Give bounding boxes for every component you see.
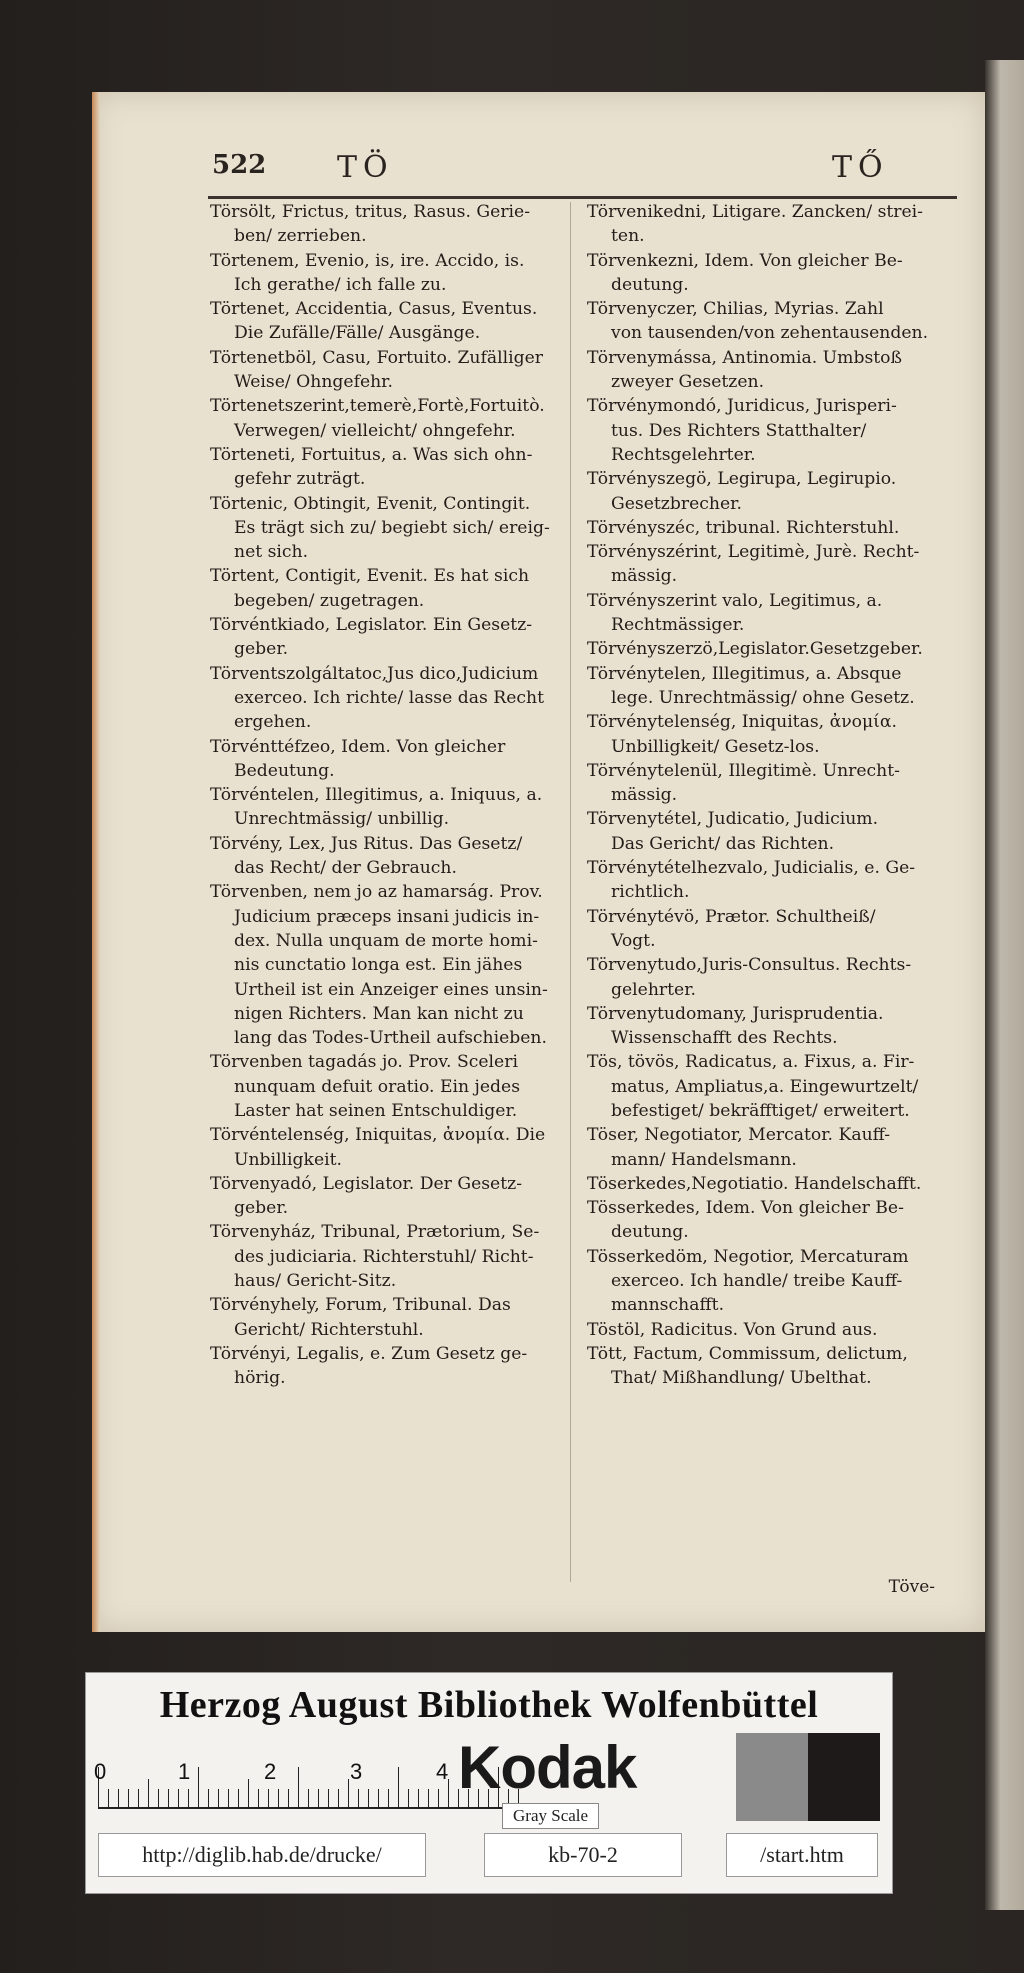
- dictionary-line: Das Gericht/ das Richten.: [611, 833, 835, 854]
- dictionary-line: Törvenytudomany, Jurisprudentia.: [587, 1003, 884, 1024]
- dictionary-line: ergehen.: [234, 712, 312, 733]
- dictionary-line: mässig.: [611, 785, 678, 806]
- dictionary-line: Törtenem, Evenio, is, ire. Accido, is.: [210, 250, 525, 271]
- dictionary-line: Törvéntelen, Illegitimus, a. Iniquus, a.: [210, 785, 543, 806]
- dictionary-line: Törtenetszerint,temerè,Fortè,Fortuitò.: [210, 396, 545, 417]
- dictionary-line: Törteneti, Fortuitus, a. Was sich ohn-: [210, 444, 533, 465]
- dictionary-line: Tösserkedes, Idem. Von gleicher Be-: [587, 1198, 904, 1219]
- kodak-logo: Kodak: [458, 1734, 637, 1801]
- dictionary-line: Gesetzbrecher.: [611, 493, 742, 514]
- dictionary-line: Törvéntkiado, Legislator. Ein Gesetz-: [210, 615, 533, 636]
- dictionary-line: tus. Des Richters Statthalter/: [611, 420, 867, 441]
- dictionary-line: Töstöl, Radicitus. Von Grund aus.: [587, 1319, 878, 1340]
- dictionary-line: Urtheil ist ein Anzeiger eines unsin-: [234, 979, 548, 1000]
- ruler-tick: [208, 1789, 209, 1807]
- gray-scale-label: Gray Scale: [502, 1803, 599, 1829]
- dictionary-line: geber.: [234, 1198, 289, 1219]
- dictionary-line: Bedeutung.: [234, 760, 335, 781]
- dictionary-line: Weise/ Ohngefehr.: [234, 372, 393, 393]
- dictionary-line: Törvény, Lex, Jus Ritus. Das Gesetz/: [210, 833, 523, 854]
- ruler-tick: [138, 1789, 139, 1807]
- dictionary-line: Törtenic, Obtingit, Evenit, Contingit.: [210, 493, 531, 514]
- ruler-tick: [348, 1779, 349, 1807]
- dictionary-line: Verwegen/ vielleicht/ ohngefehr.: [234, 420, 516, 441]
- dictionary-line: befestiget/ bekräfftiget/ erweitert.: [611, 1100, 910, 1121]
- dictionary-line: Es trägt sich zu/ begiebt sich/ ereig-: [234, 517, 550, 538]
- dictionary-line: Törsölt, Frictus, tritus, Rasus. Gerie-: [210, 202, 531, 222]
- ruler-tick: [378, 1789, 379, 1807]
- ruler-tick: [308, 1789, 309, 1807]
- ruler-tick: [268, 1789, 269, 1807]
- dictionary-line: Wissenschafft des Rechts.: [611, 1028, 838, 1049]
- dictionary-line: Törvenben, nem jo az hamarság. Prov.: [210, 882, 543, 903]
- dictionary-line: Törvénttéfzeo, Idem. Von gleicher: [210, 736, 506, 757]
- dictionary-line: Ich gerathe/ ich falle zu.: [234, 274, 447, 295]
- ruler-number: 2: [264, 1759, 277, 1784]
- dictionary-line: Unrechtmässig/ unbillig.: [234, 809, 450, 830]
- dictionary-line: begeben/ zugetragen.: [234, 590, 425, 611]
- dictionary-line: Törvénytelen, Illegitimus, a. Absque: [587, 663, 902, 684]
- dictionary-line: That/ Mißhandlung/ Ubelthat.: [611, 1368, 872, 1389]
- ruler-tick: [408, 1789, 409, 1807]
- dictionary-line: Rechtsgelehrter.: [611, 444, 756, 465]
- ruler-tick: [288, 1789, 289, 1807]
- dictionary-line: Törvenkezni, Idem. Von gleicher Be-: [587, 250, 903, 271]
- dictionary-line: Tött, Factum, Commissum, delictum,: [587, 1343, 908, 1364]
- dictionary-line: Törvényszegö, Legirupa, Legirupio.: [587, 469, 897, 490]
- ruler-tick: [428, 1789, 429, 1807]
- dictionary-line: nunquam defuit oratio. Ein jedes: [234, 1076, 521, 1097]
- dictionary-line: Vogt.: [611, 930, 656, 951]
- dictionary-line: Laster hat seinen Entschuldiger.: [234, 1100, 518, 1121]
- dictionary-line: Törvényi, Legalis, e. Zum Gesetz ge-: [210, 1343, 528, 1364]
- ruler-tick: [178, 1789, 179, 1807]
- dictionary-line: Rechtmässiger.: [611, 615, 745, 636]
- dictionary-line: ben/ zerrieben.: [234, 226, 367, 247]
- dictionary-line: zweyer Gesetzen.: [611, 372, 765, 393]
- dictionary-line: Törvenyház, Tribunal, Prætorium, Se-: [210, 1222, 540, 1243]
- ruler-tick: [118, 1789, 119, 1807]
- ruler-tick: [328, 1789, 329, 1807]
- ruler-tick: [228, 1789, 229, 1807]
- dictionary-line: Törtent, Contigit, Evenit. Es hat sich: [210, 566, 530, 587]
- ruler-tick: [398, 1767, 399, 1807]
- dictionary-line: matus, Ampliatus,a. Eingewurtzelt/: [611, 1076, 919, 1097]
- dictionary-line: Törtenet, Accidentia, Casus, Eventus.: [210, 299, 538, 320]
- dictionary-line: Törtenetböl, Casu, Fortuito. Zufälliger: [210, 347, 543, 368]
- ruler-number: 3: [350, 1759, 363, 1784]
- dictionary-line: Törvénytévö, Prætor. Schultheiß/: [587, 906, 876, 927]
- dictionary-line: Törvényszerzö,Legislator.Gesetzgeber.: [587, 639, 923, 660]
- running-head-right: TŐ: [832, 150, 889, 185]
- ruler-tick: [338, 1789, 339, 1807]
- dictionary-line: geber.: [234, 639, 289, 660]
- book-page: [92, 92, 985, 1632]
- dictionary-line: lang das Todes-Urtheil aufschieben.: [234, 1028, 547, 1049]
- ruler-number: 1: [178, 1759, 191, 1784]
- dictionary-line: nis cunctatio longa est. Ein jähes: [234, 955, 523, 976]
- ruler-tick: [358, 1789, 359, 1807]
- url-part-2: kb-70-2: [484, 1833, 682, 1877]
- dictionary-line: Törvénymondó, Juridicus, Jurisperi-: [587, 396, 897, 417]
- dictionary-line: ten.: [611, 226, 645, 247]
- gray-patch: [736, 1733, 808, 1821]
- dictionary-line: Törvenyczer, Chilias, Myrias. Zahl: [587, 299, 884, 320]
- adjacent-page-edge: [985, 60, 1024, 1910]
- ruler-tick: [248, 1779, 249, 1807]
- dictionary-line: mann/ Handelsmann.: [611, 1149, 797, 1170]
- dictionary-line: nigen Richters. Man kan nicht zu: [234, 1003, 524, 1024]
- ruler-tick: [158, 1789, 159, 1807]
- ruler-tick: [168, 1789, 169, 1807]
- dictionary-line: Judicium præceps insani judicis in-: [234, 906, 540, 927]
- dictionary-line: gefehr zuträgt.: [234, 469, 366, 490]
- dictionary-line: Törvenben tagadás jo. Prov. Sceleri: [210, 1052, 518, 1073]
- dictionary-line: Törvenikedni, Litigare. Zancken/ strei-: [587, 202, 923, 222]
- ruler-tick: [418, 1789, 419, 1807]
- catchword: Töve-: [888, 1577, 935, 1597]
- dictionary-line: deutung.: [611, 1222, 689, 1243]
- ruler-tick: [198, 1767, 199, 1807]
- dictionary-line: Törvénytételhezvalo, Judicialis, e. Ge-: [587, 858, 916, 879]
- dictionary-line: Tösserkedöm, Negotior, Mercaturam: [587, 1246, 909, 1267]
- dictionary-line: Törvénytelenség, Iniquitas, ἀνομία.: [587, 712, 897, 733]
- dictionary-line: Töserkedes,Negotiatio. Handelschafft.: [587, 1173, 922, 1194]
- dictionary-line: gelehrter.: [611, 979, 696, 1000]
- ruler-tick: [258, 1789, 259, 1807]
- dictionary-line: Gericht/ Richterstuhl.: [234, 1319, 424, 1340]
- page-edge: [92, 92, 100, 1632]
- left-column: [210, 200, 585, 1391]
- dictionary-line: Törvényszerint valo, Legitimus, a.: [587, 590, 883, 611]
- color-target-card: [85, 1672, 893, 1894]
- page-header: [212, 150, 945, 186]
- ruler-tick: [108, 1789, 109, 1807]
- dictionary-line: Törvénytelenül, Illegitimè. Unrecht-: [587, 760, 900, 781]
- dictionary-line: von tausenden/von zehentausenden.: [611, 323, 929, 344]
- dark-patch: [808, 1733, 880, 1821]
- right-column: [587, 200, 959, 1391]
- ruler-tick: [298, 1767, 299, 1807]
- running-head-left: TÖ: [337, 150, 394, 185]
- ruler-tick: [318, 1789, 319, 1807]
- page-number: 522: [212, 150, 267, 180]
- library-name: Herzog August Bibliothek Wolfenbüttel: [159, 1684, 819, 1726]
- url-part-3: /start.htm: [726, 1833, 878, 1877]
- dictionary-line: exerceo. Ich handle/ treibe Kauff-: [611, 1271, 903, 1292]
- ruler-tick: [278, 1789, 279, 1807]
- ruler-tick: [188, 1789, 189, 1807]
- dictionary-line: haus/ Gericht-Sitz.: [234, 1271, 397, 1292]
- url-part-1: http://diglib.hab.de/drucke/: [98, 1833, 426, 1877]
- dictionary-line: Törvényszéc, tribunal. Richterstuhl.: [587, 517, 900, 538]
- dictionary-line: Törvényszérint, Legitimè, Jurè. Recht-: [587, 542, 920, 563]
- dictionary-line: richtlich.: [611, 882, 690, 903]
- dictionary-line: mannschafft.: [611, 1295, 725, 1316]
- dictionary-line: exerceo. Ich richte/ lasse das Recht: [234, 687, 544, 708]
- dictionary-line: Törventszolgáltatoc,Jus dico,Judicium: [210, 663, 539, 684]
- dictionary-line: Törvéntelenség, Iniquitas, ἀνομία. Die: [210, 1125, 546, 1146]
- header-rule: [208, 196, 957, 199]
- dictionary-line: Törvenymássa, Antinomia. Umbstoß: [587, 347, 902, 368]
- dictionary-line: Töser, Negotiator, Mercator. Kauff-: [587, 1125, 891, 1146]
- ruler-number: 4: [436, 1759, 449, 1784]
- dictionary-line: dex. Nulla unquam de morte homi-: [234, 930, 538, 951]
- dictionary-line: deutung.: [611, 274, 689, 295]
- dictionary-line: Tös, tövös, Radicatus, a. Fixus, a. Fir-: [587, 1052, 915, 1073]
- ruler-tick: [218, 1789, 219, 1807]
- dictionary-line: hörig.: [234, 1368, 286, 1389]
- dictionary-line: des judiciaria. Richterstuhl/ Richt-: [234, 1246, 534, 1267]
- dictionary-line: Unbilligkeit.: [234, 1149, 343, 1170]
- ruler-tick: [238, 1789, 239, 1807]
- ruler-tick: [368, 1789, 369, 1807]
- dictionary-line: das Recht/ der Gebrauch.: [234, 858, 457, 879]
- dictionary-line: Die Zufälle/Fälle/ Ausgänge.: [234, 323, 481, 344]
- dictionary-line: Törvényhely, Forum, Tribunal. Das: [210, 1295, 511, 1316]
- ruler-number: 0: [94, 1759, 107, 1784]
- dictionary-line: net sich.: [234, 542, 309, 563]
- ruler-tick: [388, 1789, 389, 1807]
- dictionary-line: lege. Unrechtmässig/ ohne Gesetz.: [611, 687, 915, 708]
- ruler-tick: [128, 1789, 129, 1807]
- ruler-tick: [148, 1779, 149, 1807]
- ruler-tick: [438, 1789, 439, 1807]
- dictionary-line: Unbilligkeit/ Gesetz-los.: [611, 736, 820, 757]
- dictionary-line: mässig.: [611, 566, 678, 587]
- dictionary-line: Törvenytétel, Judicatio, Judicium.: [587, 809, 879, 830]
- dictionary-line: Törvenytudo,Juris-Consultus. Rechts-: [587, 955, 912, 976]
- dictionary-line: Törvenyadó, Legislator. Der Gesetz-: [210, 1173, 522, 1194]
